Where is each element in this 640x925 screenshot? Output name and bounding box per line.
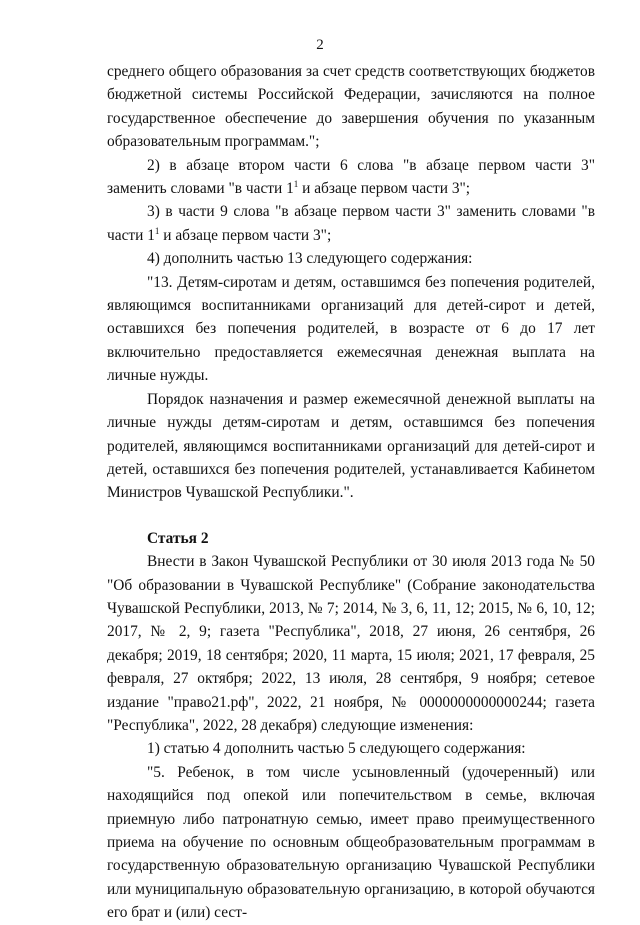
amendment-3-text-start: 3) в части 9 слова "в абзаце первом части 3" заменить словами "в части 1: [107, 203, 595, 244]
amendment-2-text-end: и абзаце первом части 3";: [298, 180, 471, 198]
paragraph-part-13: "13. Детям-сиротам и детям, оставшимся без попечения родителей, являющимся воспитанниками организаций для детей-сирот и детей, оставшихся без попечения родителей, в возрасте от 6 до 17 лет включительно предоставляется ежемесячная денежная выплата на личные нужды.: [107, 273, 595, 385]
paragraph-amendment-3: [107, 200, 595, 247]
article-heading: Статья 2: [147, 529, 209, 547]
amendment-3-text-end: и абзаце первом части 3";: [159, 226, 332, 244]
amendment-3-superscript: 1: [154, 225, 160, 236]
amendment-2-superscript: 1: [293, 179, 299, 190]
paragraph-payment-procedure: Порядок назначения и размер ежемесячной денежной выплаты на личные нужды детям-сиротам и детям, оставшимся без попечения родителей, являющимся воспитанниками организаций для детей-сирот и детей, оставшихся без попечения родителей, устанавливается Кабинетом Министров Чувашской Республики.".: [107, 390, 595, 502]
paragraph-part-5: "5. Ребенок, в том числе усыновленный (удочеренный) или находящийся под опекой или попечительством в семье, включая приемную либо патронатную семью, имеет право преимущественного приема на обучение по основным общеобразовательным программам в государственную образовательную организацию Чувашской Республики или муниципальную образовательную организацию, в которой обучаются его брат и (или) сест-: [107, 763, 595, 922]
paragraph-amendment-4: 4) дополнить частью 13 следующего содержания:: [147, 250, 473, 268]
amendment-2-text-start: 2) в абзаце втором части 6 слова "в абзаце первом части 3" заменить словами "в части 1: [107, 156, 595, 198]
paragraph-article-2-intro: Внести в Закон Чувашской Республики от 30 июля 2013 года № 50 "Об образовании в Чувашской Республике" (Собрание законодательства Чувашской Республики, 2013, № 7; 2014, № 3, 6, 11, 12; 2015, № 6, 10, 12; 2017, № 2, 9; газета "Республика", 2018, 27 июня, 26 сентября, 26 декабря; 2019, 18 сентября; 2020, 11 марта, 15 июля; 2021, 17 февраля, 25 февраля, 27 октября; 2022, 13 июля, 28 сентября, 9 ноября; сетевое издание "право21.рф", 2022, 21 ноября, № 0000000000000244; газета "Республика", 2022, 28 декабря) следующие изменения:: [107, 553, 595, 734]
paragraph-continuation: среднего общего образования за счет средств соответствующих бюджетов бюджетной системы Российской Федерации, зачисляются на полное государственное обеспечение до завершения обучения по указанным образовательным программам.";: [107, 63, 595, 151]
paragraph-amendment-2: [107, 154, 595, 201]
paragraph-article-2-item-1: 1) статью 4 дополнить частью 5 следующего содержания:: [147, 740, 526, 758]
page-number: 2: [316, 37, 324, 53]
document-body: [107, 60, 595, 925]
